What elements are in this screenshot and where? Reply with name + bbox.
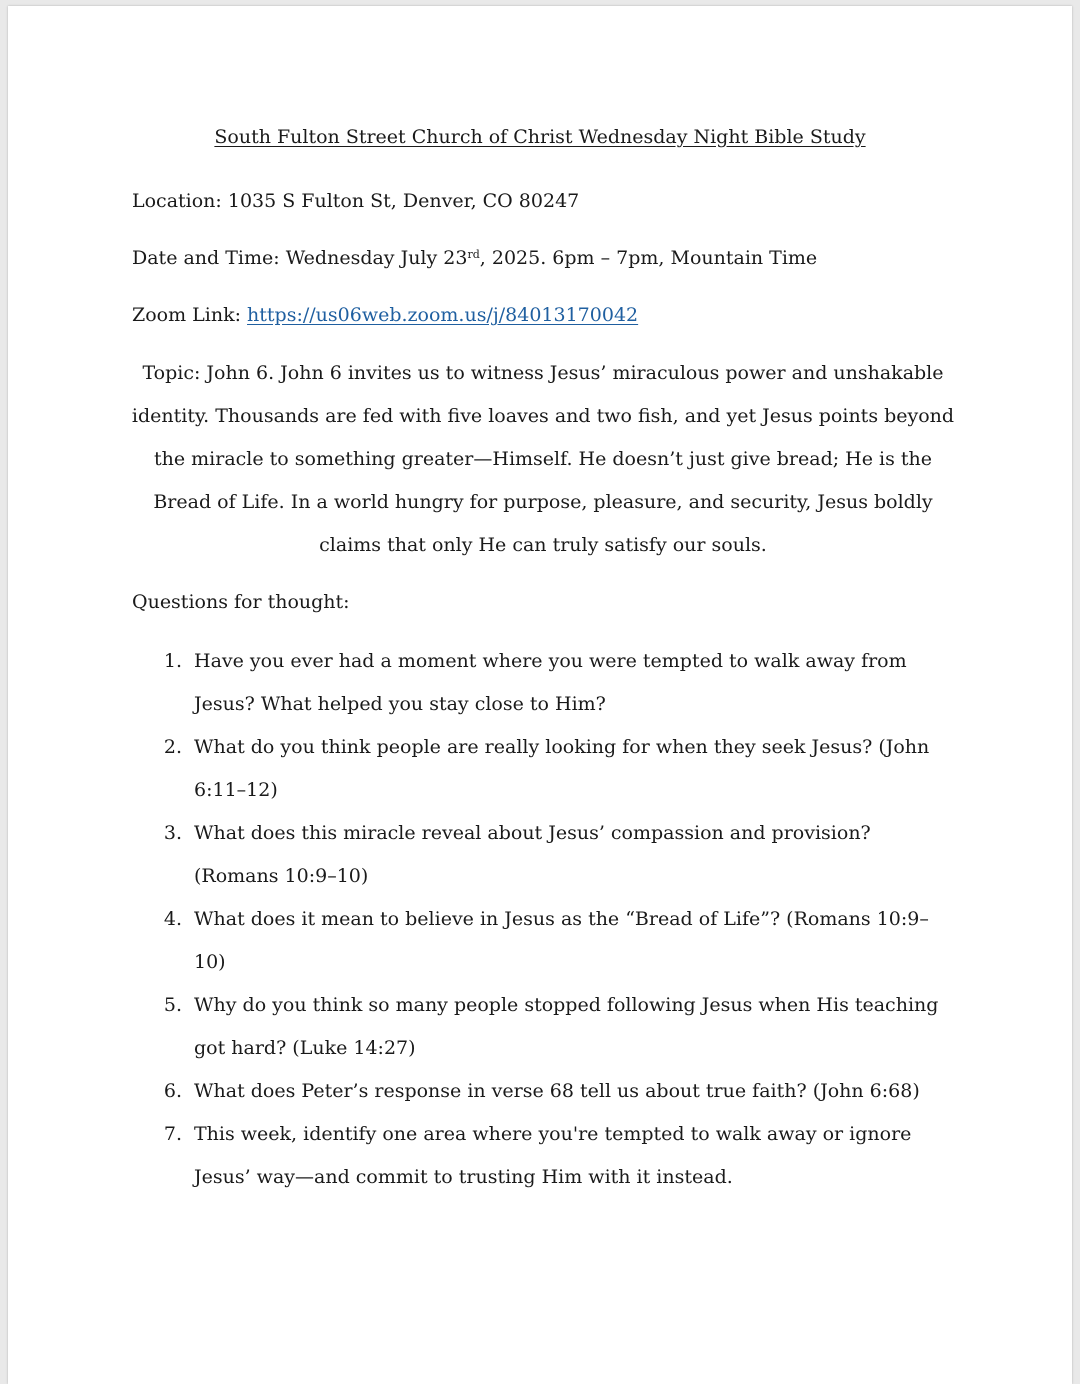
topic-paragraph: Topic: John 6. John 6 invites us to witness Jesus’ miraculous power and unshakable identity. Thousands are fed with five loaves and two fish, and yet Jesus points beyond the miracle to something greater—Himself. He doesn’t just give bread; He is the Bread of Life. In a world hungry for purpose, pleasure, and security, Jesus boldly claims that only He can truly satisfy our souls. bbox=[131, 362, 955, 556]
list-item bbox=[158, 640, 958, 726]
list-item-number: 6. bbox=[163, 1080, 182, 1102]
page-title: South Fulton Street Church of Christ Wednesday Night Bible Study bbox=[214, 126, 866, 148]
list-item-number: 2. bbox=[163, 736, 182, 758]
list-item-number: 5. bbox=[163, 994, 182, 1016]
list-item-text: What does Peter’s response in verse 68 tell us about true faith? (John 6:68) bbox=[194, 1080, 920, 1102]
list-item-text: This week, identify one area where you're tempted to walk away or ignore Jesus’ way—and commit to trusting Him with it instead. bbox=[194, 1123, 912, 1188]
list-item bbox=[158, 1070, 958, 1113]
list-item bbox=[158, 1113, 958, 1199]
list-item-number: 7. bbox=[163, 1123, 182, 1145]
date-time-prefix: Date and Time: Wednesday July 23 bbox=[132, 247, 468, 269]
list-item bbox=[158, 984, 958, 1070]
location-line: Location: 1035 S Fulton St, Denver, CO 80247 bbox=[132, 190, 580, 212]
list-item-text: Have you ever had a moment where you were tempted to walk away from Jesus? What helped you stay close to Him? bbox=[194, 650, 907, 715]
questions-heading: Questions for thought: bbox=[132, 591, 350, 613]
list-item-number: 1. bbox=[163, 650, 182, 672]
document-page bbox=[8, 6, 1072, 1384]
list-item bbox=[158, 898, 958, 984]
list-item-number: 3. bbox=[163, 822, 182, 844]
list-item bbox=[158, 726, 958, 812]
list-item-text: Why do you think so many people stopped following Jesus when His teaching got hard? (Luke 14:27) bbox=[194, 994, 939, 1059]
list-item-number: 4. bbox=[163, 908, 182, 930]
zoom-link[interactable]: https://us06web.zoom.us/j/84013170042 bbox=[247, 304, 639, 326]
zoom-label: Zoom Link: bbox=[132, 304, 248, 326]
zoom-line bbox=[132, 304, 638, 326]
date-ordinal: rd bbox=[467, 248, 480, 261]
date-time-line bbox=[132, 247, 817, 269]
questions-list bbox=[158, 640, 958, 1199]
list-item-text: What does this miracle reveal about Jesus’ compassion and provision? (Romans 10:9–10) bbox=[194, 822, 871, 887]
list-item-text: What do you think people are really looking for when they seek Jesus? (John 6:11–12) bbox=[194, 736, 930, 801]
date-time-suffix: , 2025. 6pm – 7pm, Mountain Time bbox=[479, 247, 818, 269]
list-item-text: What does it mean to believe in Jesus as the “Bread of Life”? (Romans 10:9–10) bbox=[194, 908, 929, 973]
list-item bbox=[158, 812, 958, 898]
